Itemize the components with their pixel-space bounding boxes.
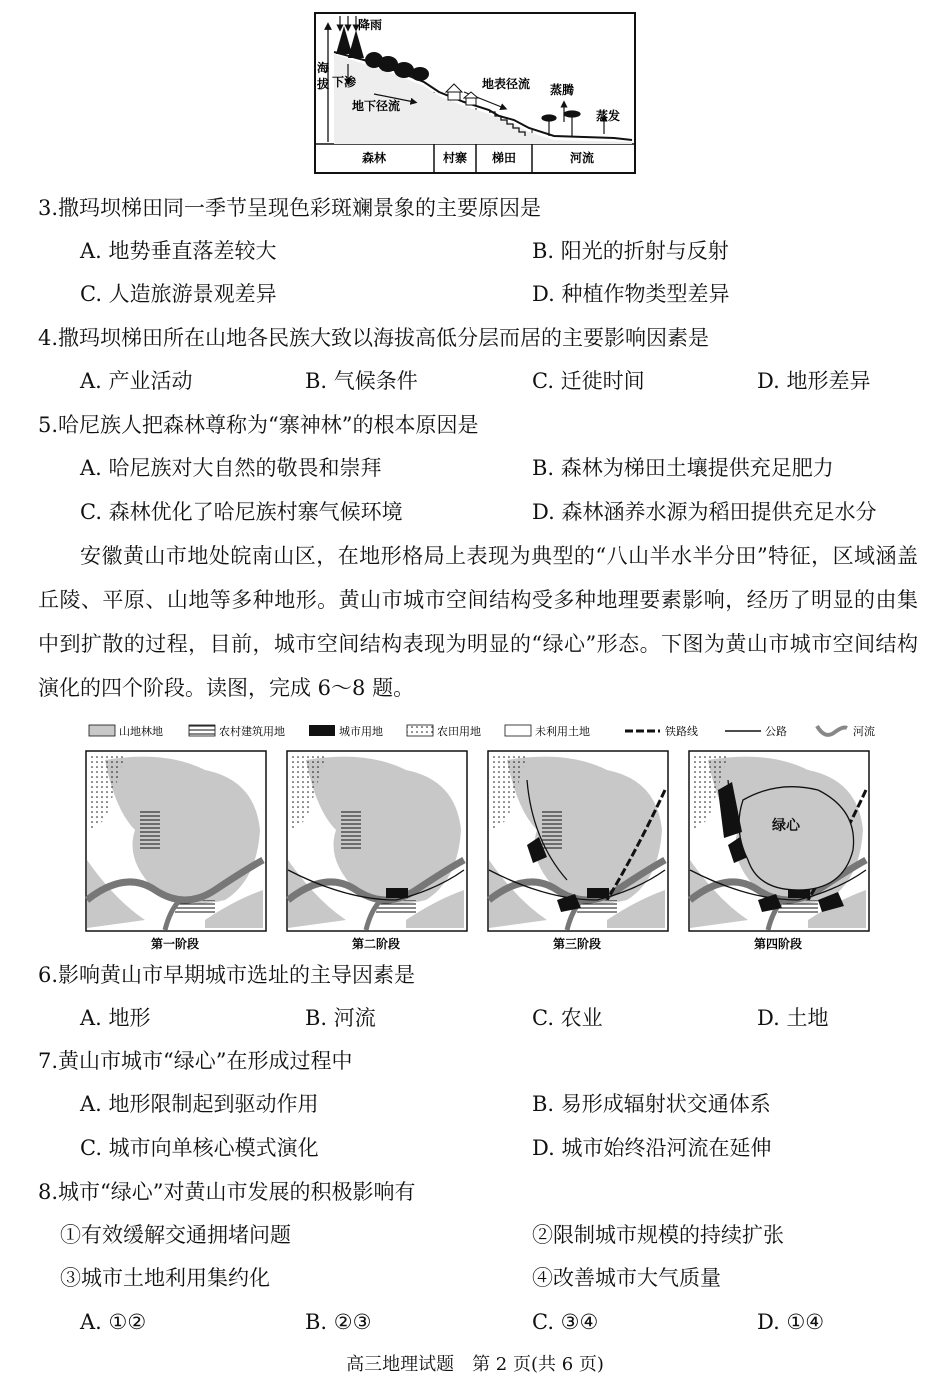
evaporation-label: 蒸发 bbox=[596, 109, 621, 123]
zone-river: 河流 bbox=[569, 151, 595, 165]
q3-stem: 3.撒玛坝梯田同一季节呈现色彩斑斓景象的主要原因是 bbox=[38, 196, 542, 220]
q8-option-c: C. ③④ bbox=[532, 1310, 599, 1334]
q4-option-a: A. 产业活动 bbox=[80, 369, 193, 393]
q5-option-a: A. 哈尼族对大自然的敬畏和崇拜 bbox=[80, 456, 382, 480]
q7-option-b: B. 易形成辐射状交通体系 bbox=[532, 1092, 771, 1116]
zone-terrace: 梯田 bbox=[491, 151, 517, 165]
infiltration-label: 下渗 bbox=[332, 75, 357, 89]
q8-statement-4: ④改善城市大气质量 bbox=[532, 1266, 721, 1290]
q8-stem: 8.城市“绿心”对黄山市发展的积极影响有 bbox=[38, 1180, 416, 1204]
altitude-label-2: 拔 bbox=[317, 77, 330, 91]
groundwater-label: 地下径流 bbox=[352, 99, 401, 113]
q8-statement-1: ①有效缓解交通拥堵问题 bbox=[60, 1223, 291, 1247]
transpiration-label: 蒸腾 bbox=[550, 83, 575, 97]
map-panel-2 bbox=[287, 751, 467, 931]
legend-railway: 铁路线 bbox=[665, 725, 698, 738]
q5-option-d: D. 森林涵养水源为稻田提供充足水分 bbox=[532, 500, 877, 524]
city-structure-evolution-map bbox=[85, 720, 883, 952]
stage-1-label: 第一阶段 bbox=[150, 937, 200, 951]
q8-option-d: D. ①④ bbox=[757, 1310, 825, 1334]
q3-option-a: A. 地势垂直落差较大 bbox=[80, 239, 277, 263]
stage-2-label: 第二阶段 bbox=[351, 937, 401, 951]
passage-text: 安徽黄山市地处皖南山区，在地形格局上表现为典型的“八山半水半分田”特征，区域涵盖丘陵、平原、山地等多种地形。黄山市城市空间结构受多种地理要素影响，经历了明显的由集中到扩散的过程，目前，城市空间结构表现为明显的“绿心”形态。下图为黄山市城市空间结构演化的四个阶段。读图，完成 6～8 题。 bbox=[38, 544, 918, 700]
q7-option-d: D. 城市始终沿河流在延伸 bbox=[532, 1136, 772, 1160]
green-heart-label: 绿心 bbox=[772, 818, 800, 834]
q4-option-c: C. 迁徙时间 bbox=[532, 369, 645, 393]
altitude-label-1: 海 bbox=[317, 61, 330, 75]
q8-statement-2: ②限制城市规模的持续扩张 bbox=[532, 1223, 784, 1247]
q5-stem: 5.哈尼族人把森林尊称为“寨神林”的根本原因是 bbox=[38, 413, 479, 437]
q8-statement-3: ③城市土地利用集约化 bbox=[60, 1266, 270, 1290]
legend-forest: 山地林地 bbox=[119, 725, 163, 738]
q4-option-d: D. 地形差异 bbox=[757, 369, 871, 393]
q6-option-b: B. 河流 bbox=[305, 1006, 376, 1030]
q6-option-c: C. 农业 bbox=[532, 1006, 603, 1030]
q7-stem: 7.黄山市城市“绿心”在形成过程中 bbox=[38, 1049, 353, 1073]
legend-river: 河流 bbox=[853, 725, 875, 738]
q3-option-b: B. 阳光的折射与反射 bbox=[532, 239, 729, 263]
q4-stem: 4.撒玛坝梯田所在山地各民族大致以海拔高低分层而居的主要影响因素是 bbox=[38, 326, 710, 350]
map-panel-1 bbox=[86, 751, 266, 931]
q6-option-a: A. 地形 bbox=[80, 1006, 151, 1030]
legend-unused: 未利用土地 bbox=[535, 725, 590, 738]
q3-option-c: C. 人造旅游景观差异 bbox=[80, 282, 277, 306]
zone-forest: 森林 bbox=[361, 151, 387, 165]
q3-option-d: D. 种植作物类型差异 bbox=[532, 282, 730, 306]
q6-stem: 6.影响黄山市早期城市选址的主导因素是 bbox=[38, 963, 416, 987]
q6-option-d: D. 土地 bbox=[757, 1006, 829, 1030]
page-footer: 高三地理试题 第 2 页(共 6 页) bbox=[346, 1354, 604, 1375]
q4-option-b: B. 气候条件 bbox=[305, 369, 418, 393]
map-panel-4 bbox=[689, 751, 869, 931]
water-cycle-diagram bbox=[314, 12, 636, 174]
rain-label: 降雨 bbox=[358, 18, 383, 32]
map-panel-3 bbox=[488, 751, 668, 931]
q7-option-a: A. 地形限制起到驱动作用 bbox=[80, 1092, 319, 1116]
stage-4-label: 第四阶段 bbox=[753, 937, 803, 951]
q7-option-c: C. 城市向单核心模式演化 bbox=[80, 1136, 319, 1160]
legend-road: 公路 bbox=[765, 725, 787, 738]
q5-option-c: C. 森林优化了哈尼族村寨气候环境 bbox=[80, 500, 403, 524]
q8-option-b: B. ②③ bbox=[305, 1310, 372, 1334]
legend-farmland: 农田用地 bbox=[437, 725, 481, 738]
legend-urban: 城市用地 bbox=[339, 725, 383, 738]
stage-3-label: 第三阶段 bbox=[552, 937, 602, 951]
q5-option-b: B. 森林为梯田土壤提供充足肥力 bbox=[532, 456, 834, 480]
q8-option-a: A. ①② bbox=[80, 1310, 147, 1334]
surface-runoff-label: 地表径流 bbox=[482, 77, 531, 91]
zone-village: 村寨 bbox=[442, 151, 468, 165]
legend-rural-building: 农村建筑用地 bbox=[219, 725, 285, 738]
